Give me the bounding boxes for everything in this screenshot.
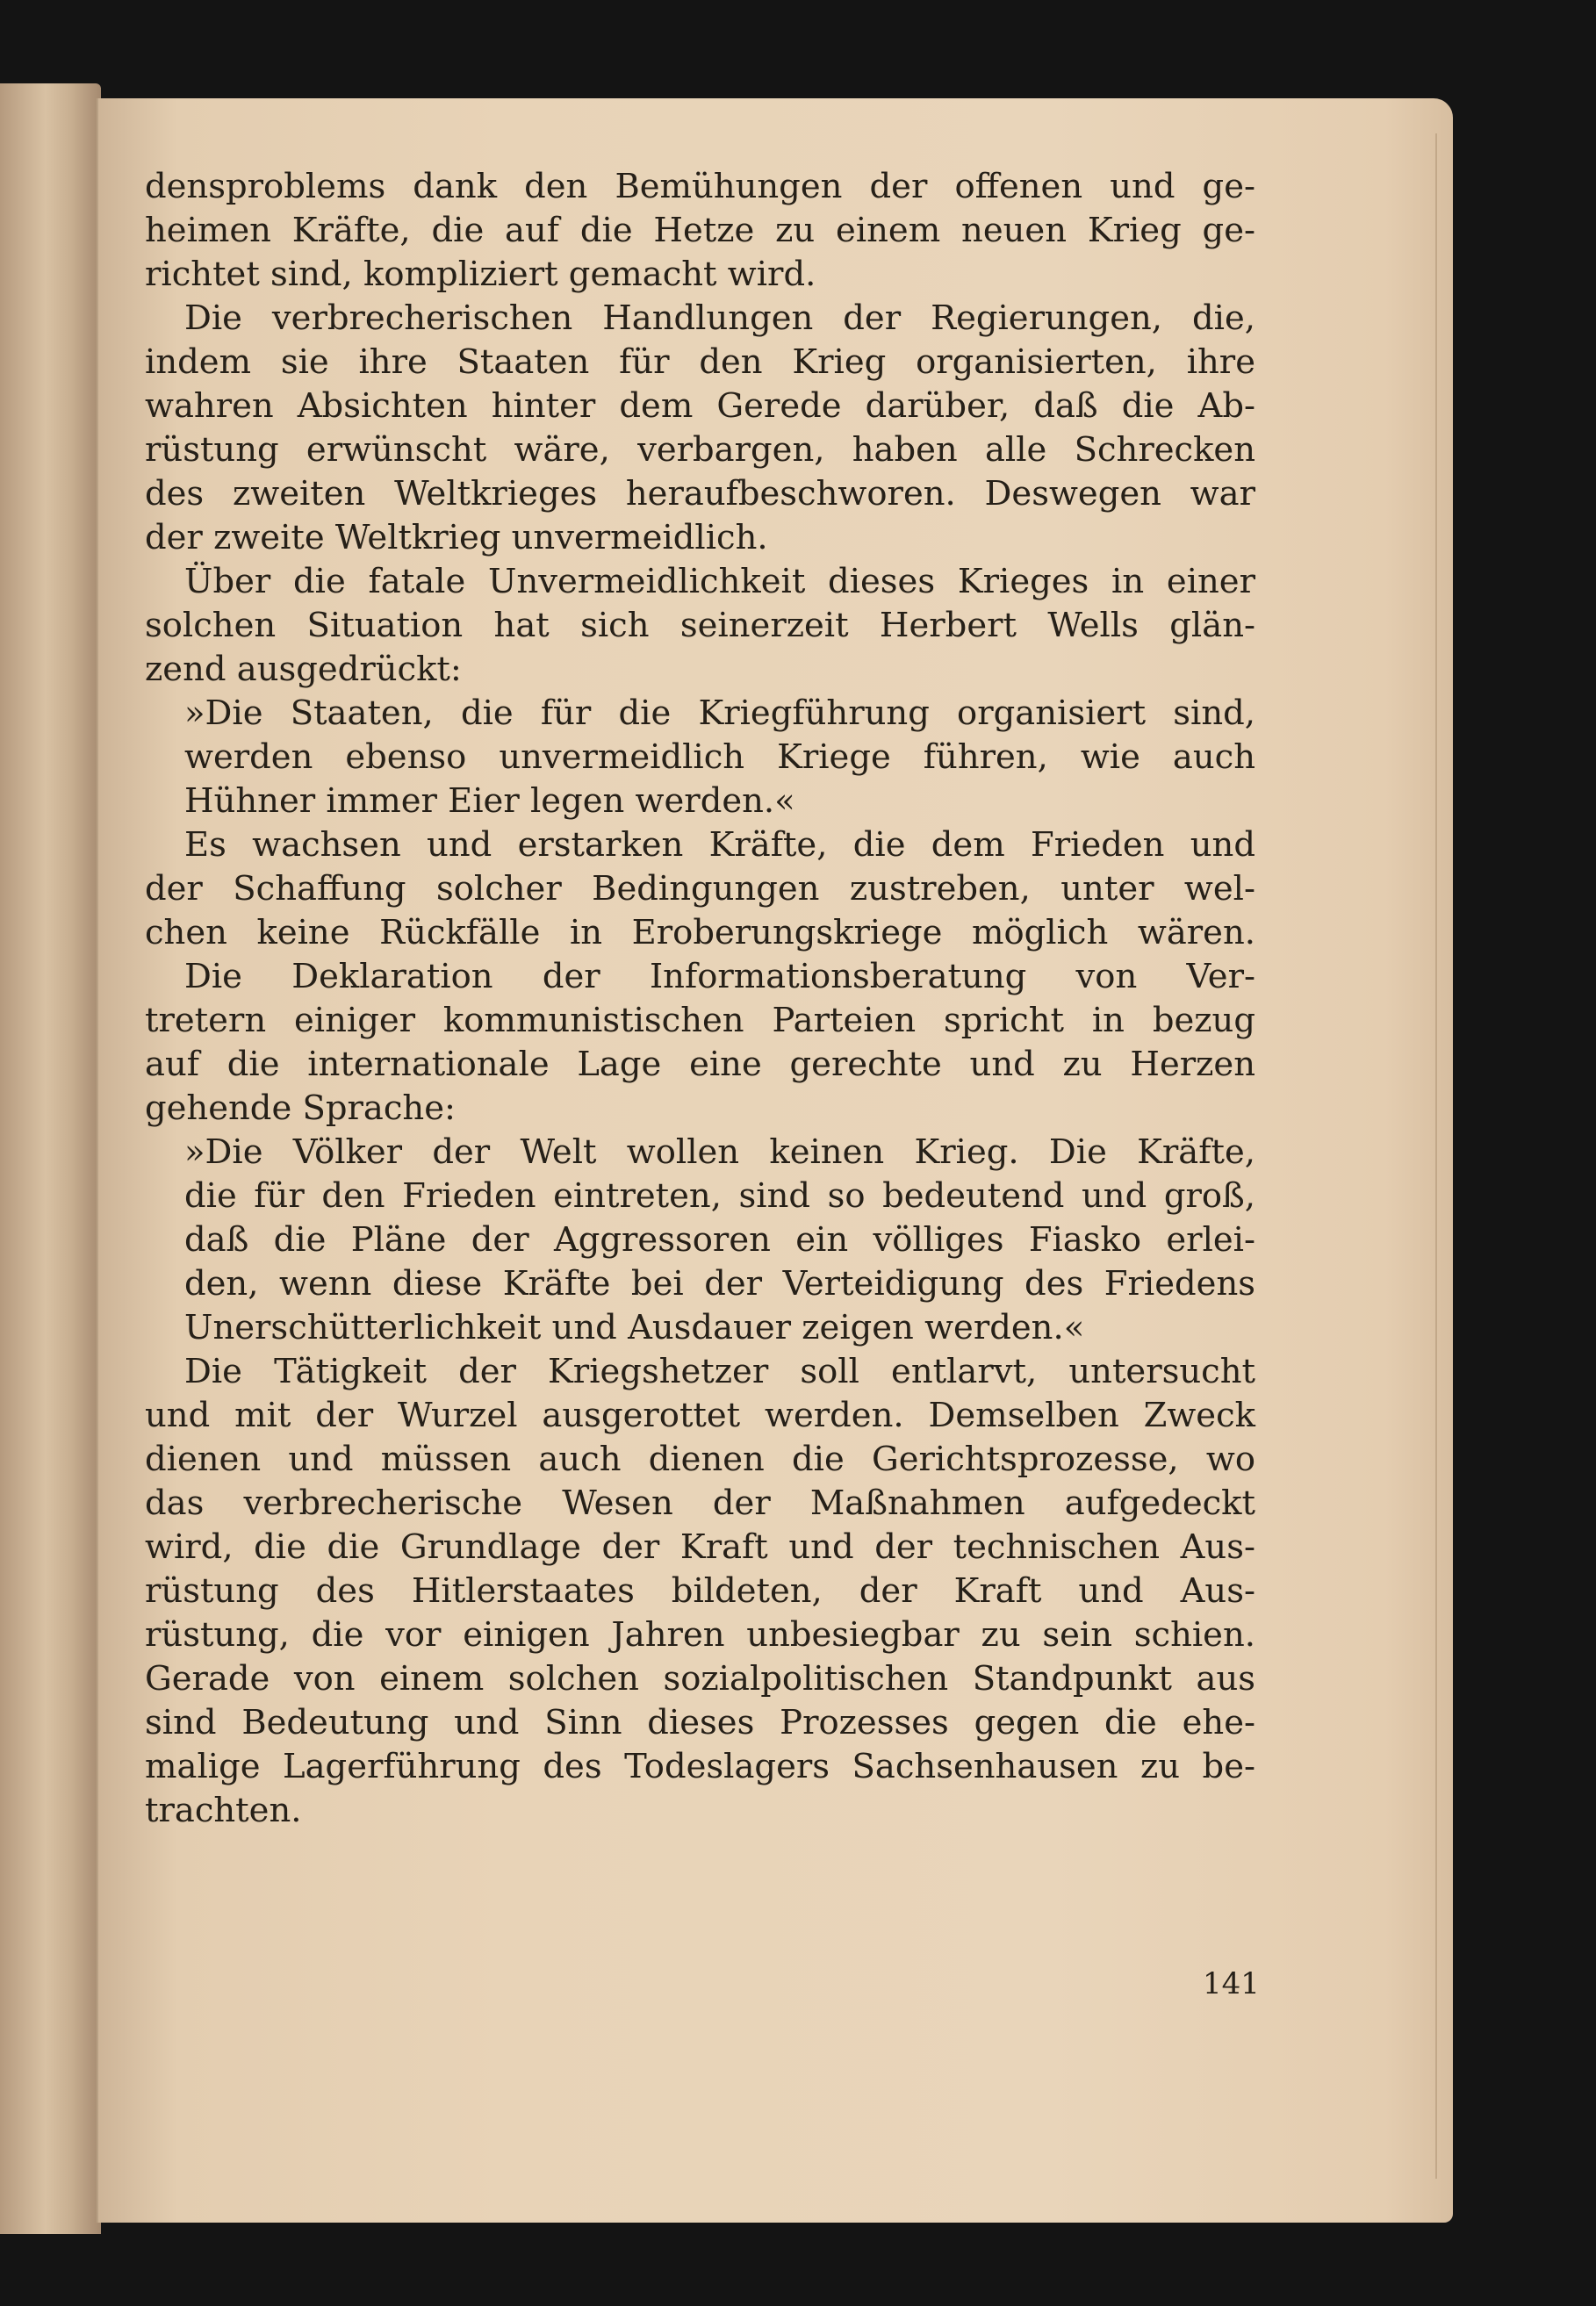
text-line: trachten. bbox=[145, 1791, 302, 1830]
text-line: wird, die die Grundlage der Kraft und der technischen Aus- bbox=[145, 1527, 1255, 1567]
text-line: Die Deklaration der Informationsberatung von Ver- bbox=[184, 957, 1255, 996]
text-line: »Die Völker der Welt wollen keinen Krieg. Die Kräfte, bbox=[184, 1132, 1255, 1172]
text-line: Die verbrecherischen Handlungen der Regierungen, die, bbox=[184, 298, 1255, 338]
text-line: solchen Situation hat sich seinerzeit Herbert Wells glän- bbox=[145, 606, 1255, 645]
text-line: des zweiten Weltkrieges heraufbeschworen. Deswegen war bbox=[145, 474, 1255, 514]
page-number: 141 bbox=[1203, 1966, 1260, 2001]
text-line: richtet sind, kompliziert gemacht wird. bbox=[145, 255, 816, 294]
text-line: Unerschütterlichkeit und Ausdauer zeigen werden.« bbox=[184, 1308, 1085, 1347]
text-line: heimen Kräfte, die auf die Hetze zu einem neuen Krieg ge- bbox=[145, 211, 1255, 250]
text-line: densproblems dank den Bemühungen der offenen und ge- bbox=[145, 167, 1255, 206]
text-line: chen keine Rückfälle in Eroberungskriege möglich wären. bbox=[145, 913, 1255, 952]
text-line: zend ausgedrückt: bbox=[145, 650, 462, 689]
text-line: gehende Sprache: bbox=[145, 1088, 456, 1128]
text-line: daß die Pläne der Aggressoren ein völliges Fiasko erlei- bbox=[184, 1220, 1255, 1260]
text-line: sind Bedeutung und Sinn dieses Prozesses gegen die ehe- bbox=[145, 1703, 1255, 1742]
text-line: Es wachsen und erstarken Kräfte, die dem Frieden und bbox=[184, 825, 1255, 865]
body-text bbox=[145, 165, 1255, 1833]
text-line: der zweite Weltkrieg unvermeidlich. bbox=[145, 518, 768, 557]
text-line: wahren Absichten hinter dem Gerede darüber, daß die Ab- bbox=[145, 386, 1255, 426]
text-line: rüstung erwünscht wäre, verbargen, haben alle Schrecken bbox=[145, 430, 1255, 470]
text-line: werden ebenso unvermeidlich Kriege führen, wie auch bbox=[184, 737, 1255, 777]
text-line: malige Lagerführung des Todeslagers Sachsenhausen zu be- bbox=[145, 1747, 1255, 1786]
text-line: Über die fatale Unvermeidlichkeit dieses Krieges in einer bbox=[184, 562, 1255, 601]
text-line: indem sie ihre Staaten für den Krieg organisierten, ihre bbox=[145, 342, 1255, 382]
text-line: rüstung des Hitlerstaates bildeten, der Kraft und Aus- bbox=[145, 1571, 1255, 1611]
text-line: tretern einiger kommunistischen Parteien spricht in bezug bbox=[145, 1001, 1255, 1040]
text-line: den, wenn diese Kräfte bei der Verteidigung des Friedens bbox=[184, 1264, 1255, 1304]
text-line: Hühner immer Eier legen werden.« bbox=[184, 781, 795, 821]
text-line: Gerade von einem solchen sozialpolitischen Standpunkt aus bbox=[145, 1659, 1255, 1699]
text-line: und mit der Wurzel ausgerottet werden. Demselben Zweck bbox=[145, 1396, 1255, 1435]
text-line: rüstung, die vor einigen Jahren unbesiegbar zu sein schien. bbox=[145, 1615, 1255, 1655]
text-line: auf die internationale Lage eine gerechte und zu Herzen bbox=[145, 1045, 1255, 1084]
text-line: der Schaffung solcher Bedingungen zustreben, unter wel- bbox=[145, 869, 1255, 909]
text-line: »Die Staaten, die für die Kriegführung organisiert sind, bbox=[184, 693, 1255, 733]
text-line: Die Tätigkeit der Kriegshetzer soll entlarvt, untersucht bbox=[184, 1352, 1255, 1391]
left-page-edge bbox=[0, 83, 101, 2234]
text-line: das verbrecherische Wesen der Maßnahmen aufgedeckt bbox=[145, 1483, 1255, 1523]
text-line: dienen und müssen auch dienen die Gerichtsprozesse, wo bbox=[145, 1440, 1255, 1479]
text-line: die für den Frieden eintreten, sind so bedeutend und groß, bbox=[184, 1176, 1255, 1216]
